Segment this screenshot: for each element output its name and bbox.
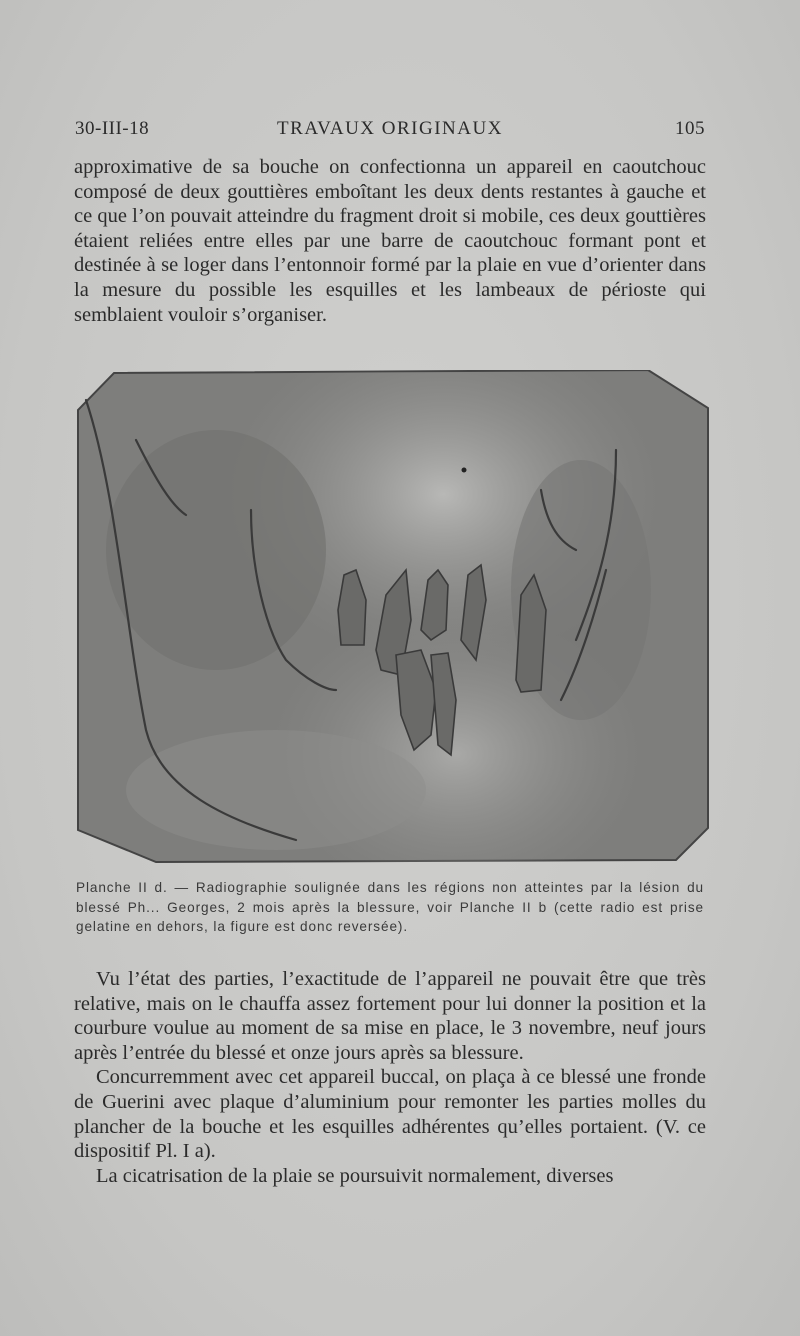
running-header	[75, 118, 705, 144]
header-date: 30-III-18	[75, 118, 150, 139]
paragraph-3-text: Concurremment avec cet appareil buccal, on plaça à ce blessé une fronde de Guerini avec plaque d’aluminium pour remonter les parties molles du plancher de la bouche et les esquilles adhérentes qu’elles portaient. (V. ce dispositif Pl. I a).	[74, 1066, 706, 1163]
paragraph-4-text: La cicatrisation de la plaie se poursuivit normalement, diverses	[96, 1164, 614, 1187]
page-number: 105	[675, 118, 705, 139]
figure-caption: Planche II d. — Radiographie soulignée dans les régions non atteintes par la lésion du blessé Ph... Georges, 2 mois après la blessure, voir Planche II b (cette radio est prise gelatine en dehors, la figure est donc reversée).	[76, 880, 704, 934]
radiograph-image	[76, 370, 709, 863]
paragraph-continued	[74, 155, 706, 327]
paragraph-2-text: Vu l’état des parties, l’exactitude de l’appareil ne pouvait être que très relative, mais on le chauffa assez fortement pour lui donner la position et la courbure voulue au moment de sa mise en place, le 3 novembre, neuf jours après l’entrée du blessé et onze jours après sa blessure.	[74, 968, 706, 1064]
paragraph-1-text: approximative de sa bouche on confectionna un appareil en caoutchouc composé de deux gouttières emboîtant les deux dents restantes à gauche et ce que l’on pouvait atteindre du fragment droit si mobile, ces deux gouttières étaient reliées entre elles par une barre de caoutchouc formant pont et destinée à se loger dans l’entonnoir formé par la plaie en vue d’orienter dans la mesure du possible les esquilles et les lambeaux de périoste qui semblaient vouloir s’organiser.	[74, 156, 706, 326]
radiograph-figure	[76, 370, 709, 863]
body-text	[74, 967, 706, 1188]
header-title: TRAVAUX ORIGINAUX	[277, 118, 503, 139]
